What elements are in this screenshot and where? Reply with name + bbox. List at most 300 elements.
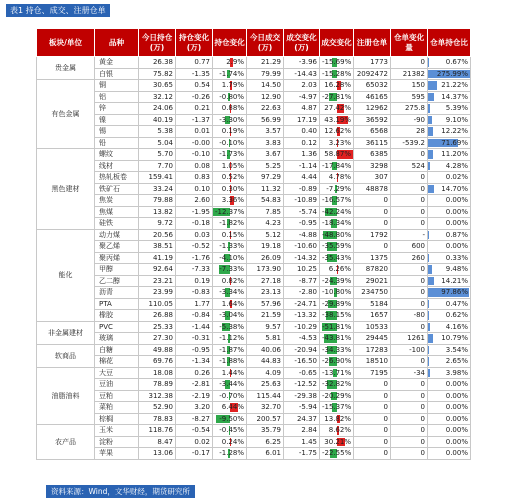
table-row [37, 298, 471, 310]
warrant-ratio-bar [428, 93, 434, 102]
oi-change: -0.10 [176, 149, 213, 161]
variety-name: 甲醇 [95, 264, 139, 276]
oi-change-pct [213, 298, 247, 310]
warrant-ratio-value: 0.00% [445, 437, 468, 446]
oi-change: 0.21 [176, 103, 213, 115]
volume-change: -12.52 [284, 379, 320, 391]
open-interest: 26.88 [139, 310, 176, 322]
volume: 12.90 [247, 91, 284, 103]
warrant-ratio [428, 413, 471, 425]
volume-change-pct [320, 229, 354, 241]
warrant-ratio [428, 241, 471, 253]
table-body [37, 57, 471, 460]
volume-change-pct [320, 333, 354, 345]
warrant-ratio-bar [428, 277, 434, 286]
oi-change-pct-value: -9.50% [219, 414, 244, 423]
warrant-ratio-value: 14.70% [441, 184, 468, 193]
oi-change: 0.03 [176, 229, 213, 241]
oi-change-pct-value: -3.30% [219, 115, 244, 124]
open-interest: 9.72 [139, 218, 176, 230]
oi-change-pct [213, 241, 247, 253]
variety-name: 热轧板卷 [95, 172, 139, 184]
warrant-change: 0 [391, 379, 428, 391]
warrant-change: 0 [391, 436, 428, 448]
oi-change: -8.27 [176, 413, 213, 425]
warrant-ratio-value: 275.99% [436, 69, 468, 78]
warrant-change: 0 [391, 218, 428, 230]
volume: 57.96 [247, 298, 284, 310]
volume-change: 1.45 [284, 436, 320, 448]
warrant-change: 0 [391, 287, 428, 299]
volume-change-pct [320, 379, 354, 391]
warrant-ratio [428, 68, 471, 80]
warrant-ratio-value: 12.22% [441, 127, 468, 136]
warrant-ratio-value: 97.86% [441, 288, 468, 297]
volume-change: -2.80 [284, 287, 320, 299]
volume-change: 10.25 [284, 264, 320, 276]
table-row [37, 310, 471, 322]
volume-change: 4.87 [284, 103, 320, 115]
open-interest: 41.19 [139, 252, 176, 264]
oi-change-pct-value: 1.64% [221, 299, 244, 308]
volume-change-pct [320, 356, 354, 368]
volume-change-pct-value: -35.59% [322, 242, 352, 251]
warrant-ratio-value: 0.00% [445, 207, 468, 216]
oi-change: -7.33 [176, 264, 213, 276]
volume: 7.85 [247, 206, 284, 218]
warrant-change: 0 [391, 321, 428, 333]
warrant-change: -80 [391, 310, 428, 322]
volume-change-pct-value: 30.21% [324, 437, 351, 446]
warrant-ratio [428, 287, 471, 299]
table-row [37, 287, 471, 299]
oi-change: 3.20 [176, 402, 213, 414]
warrant-ratio-value: 0.00% [445, 403, 468, 412]
table-row [37, 321, 471, 333]
open-interest: 13.06 [139, 448, 176, 460]
open-interest: 23.21 [139, 275, 176, 287]
volume-change-pct [320, 160, 354, 172]
volume: 6.25 [247, 436, 284, 448]
oi-change: 0.26 [176, 367, 213, 379]
source-note: 资料来源：Wind，文华财经，期货研究所 [46, 485, 195, 498]
warrant-ratio [428, 91, 471, 103]
warrants: 18510 [354, 356, 391, 368]
warrant-change: 28 [391, 126, 428, 138]
oi-change-pct-value: 1.05% [221, 161, 244, 170]
volume-change: 17.19 [284, 114, 320, 126]
oi-change: 2.60 [176, 195, 213, 207]
open-interest: 18.08 [139, 367, 176, 379]
table-row [37, 275, 471, 287]
open-interest: 75.82 [139, 68, 176, 80]
open-interest: 5.38 [139, 126, 176, 138]
warrants: 307 [354, 172, 391, 184]
warrant-change: 524 [391, 160, 428, 172]
volume-change: -1.75 [284, 448, 320, 460]
volume-change-pct-value: -20.29% [322, 391, 352, 400]
oi-change-pct [213, 91, 247, 103]
table-row [37, 126, 471, 138]
warrant-change: 0 [391, 195, 428, 207]
oi-change: -0.84 [176, 310, 213, 322]
variety-name: 苹果 [95, 448, 139, 460]
variety-name: 玉米 [95, 425, 139, 437]
volume: 21.59 [247, 310, 284, 322]
volume: 6.01 [247, 448, 284, 460]
volume-change-pct-value: -10.80% [322, 288, 352, 297]
table-row [37, 80, 471, 92]
oi-change: -1.35 [176, 68, 213, 80]
variety-name: 铜 [95, 80, 139, 92]
volume-change: -8.77 [284, 275, 320, 287]
volume-change-pct [320, 321, 354, 333]
open-interest: 27.30 [139, 333, 176, 345]
volume-change: 1.36 [284, 149, 320, 161]
warrants: 5184 [354, 298, 391, 310]
open-interest: 78.89 [139, 379, 176, 391]
warrant-ratio [428, 206, 471, 218]
warrants: 3298 [354, 160, 391, 172]
warrants: 0 [354, 448, 391, 460]
warrants: 1773 [354, 57, 391, 69]
warrant-ratio-value: 71.69% [441, 138, 468, 147]
oi-change-pct-value: 0.15% [221, 230, 244, 239]
volume-change-pct [320, 149, 354, 161]
volume-change-pct [320, 241, 354, 253]
variety-name: 橡胶 [95, 310, 139, 322]
warrant-ratio-value: 0.00% [445, 391, 468, 400]
warrants: 2092472 [354, 68, 391, 80]
oi-change-pct-value: -0.80% [219, 92, 244, 101]
volume-change-pct-value: -43.81% [322, 334, 352, 343]
open-interest: 110.05 [139, 298, 176, 310]
oi-change: 0.19 [176, 275, 213, 287]
volume: 14.50 [247, 80, 284, 92]
warrant-change: 0 [391, 275, 428, 287]
volume: 173.90 [247, 264, 284, 276]
volume-change-pct-value: 27.42% [324, 104, 351, 113]
warrant-change: 0 [391, 172, 428, 184]
warrant-ratio-value: 4.28% [445, 161, 468, 170]
oi-change-pct [213, 229, 247, 241]
volume-change-pct-value: -38.15% [322, 311, 352, 320]
volume: 115.44 [247, 390, 284, 402]
oi-change: -0.95 [176, 344, 213, 356]
volume-change-pct [320, 68, 354, 80]
table-row [37, 448, 471, 460]
oi-change: 0.02 [176, 436, 213, 448]
oi-change-pct [213, 218, 247, 230]
warrant-ratio [428, 149, 471, 161]
volume-change: -10.60 [284, 241, 320, 253]
open-interest: 30.65 [139, 80, 176, 92]
warrant-ratio-value: 4.16% [445, 322, 468, 331]
oi-change: -0.00 [176, 137, 213, 149]
warrant-ratio-bar [428, 150, 433, 159]
oi-change: -0.52 [176, 241, 213, 253]
open-interest: 13.82 [139, 206, 176, 218]
warrant-ratio [428, 379, 471, 391]
volume-change-pct-value: -15.28% [322, 69, 352, 78]
volume-change-pct [320, 137, 354, 149]
warrant-ratio-value: 0.47% [445, 299, 468, 308]
oi-change-pct [213, 356, 247, 368]
volume-change: 24.37 [284, 413, 320, 425]
volume-change-pct-value: -15.69% [322, 58, 352, 67]
oi-change-pct-value: 0.19% [221, 127, 244, 136]
warrant-ratio-value: 0.33% [445, 253, 468, 262]
warrants: 17283 [354, 344, 391, 356]
oi-change-pct-value: 0.88% [221, 104, 244, 113]
volume-change-pct-value: -17.84% [322, 161, 352, 170]
oi-change-pct-value: 1.79% [221, 81, 244, 90]
table-row [37, 252, 471, 264]
warrants: 0 [354, 436, 391, 448]
source-bar [0, 482, 511, 500]
oi-change: -0.26 [176, 91, 213, 103]
table-row [37, 195, 471, 207]
variety-name: PTA [95, 298, 139, 310]
open-interest: 52.90 [139, 402, 176, 414]
open-interest: 33.24 [139, 183, 176, 195]
variety-name: 铁矿石 [95, 183, 139, 195]
oi-change-pct [213, 275, 247, 287]
warrants: 1375 [354, 252, 391, 264]
sector-label: 油脂油料 [37, 367, 95, 425]
volume-change-pct [320, 183, 354, 195]
volume-change: 2.03 [284, 80, 320, 92]
volume: 21.29 [247, 57, 284, 69]
oi-change-pct-value: 2.9% [226, 58, 244, 67]
volume-change-pct-value: -18.34% [322, 219, 352, 228]
warrant-ratio [428, 344, 471, 356]
table-row [37, 160, 471, 172]
volume: 54.83 [247, 195, 284, 207]
volume: 19.18 [247, 241, 284, 253]
header-row [37, 29, 471, 57]
volume-change: 4.44 [284, 172, 320, 184]
table-row [37, 149, 471, 161]
warrant-ratio-value: 14.21% [441, 276, 468, 285]
oi-change-pct-value: -1.73% [219, 150, 244, 159]
warrant-ratio [428, 321, 471, 333]
warrant-change: 600 [391, 241, 428, 253]
volume-change-pct-value: -42.24% [322, 207, 352, 216]
warrant-ratio-bar [428, 116, 432, 125]
oi-change-pct [213, 149, 247, 161]
col-header-oi-change-pct: 持仓变化 [213, 29, 247, 57]
warrant-change: -34 [391, 367, 428, 379]
oi-change: 0.54 [176, 80, 213, 92]
volume-change: -14.43 [284, 68, 320, 80]
variety-name: PVC [95, 321, 139, 333]
volume-change-pct [320, 390, 354, 402]
warrant-ratio-value: 0.00% [445, 196, 468, 205]
oi-change: -0.54 [176, 425, 213, 437]
variety-name: 动力煤 [95, 229, 139, 241]
volume-change-pct-value: -48.80% [322, 230, 352, 239]
oi-change-pct [213, 402, 247, 414]
warrants: 0 [354, 413, 391, 425]
volume: 9.57 [247, 321, 284, 333]
variety-name: 聚乙烯 [95, 241, 139, 253]
volume-change-pct-value: -35.43% [322, 253, 352, 262]
volume-change-pct [320, 448, 354, 460]
volume-change-pct-value: 3.23% [328, 138, 351, 147]
oi-change-pct [213, 57, 247, 69]
open-interest: 79.88 [139, 195, 176, 207]
variety-name: 螺纹 [95, 149, 139, 161]
warrant-ratio [428, 436, 471, 448]
oi-change-pct-value: -1.28% [219, 449, 244, 458]
warrants: 0 [354, 241, 391, 253]
oi-change-pct-value: -1.74% [219, 69, 244, 78]
oi-change: -1.95 [176, 206, 213, 218]
oi-change-pct-value: 0.24% [221, 437, 244, 446]
warrant-ratio-bar [428, 323, 430, 332]
sector-label: 贵金属 [37, 57, 95, 80]
oi-change-pct-value: -12.37% [215, 207, 245, 216]
volume: 25.63 [247, 379, 284, 391]
table-row [37, 264, 471, 276]
warrant-change: 21382 [391, 68, 428, 80]
volume-change-pct-value: -13.71% [322, 368, 352, 377]
oi-change-pct-value: -3.04% [219, 311, 244, 320]
volume-change-pct [320, 344, 354, 356]
variety-name: 黄金 [95, 57, 139, 69]
oi-change-pct [213, 287, 247, 299]
variety-name: 豆粕 [95, 390, 139, 402]
volume-change-pct [320, 252, 354, 264]
oi-change-pct [213, 183, 247, 195]
open-interest: 78.83 [139, 413, 176, 425]
variety-name: 锌 [95, 103, 139, 115]
volume: 3.83 [247, 137, 284, 149]
open-interest: 20.56 [139, 229, 176, 241]
oi-change-pct [213, 68, 247, 80]
open-interest: 40.19 [139, 114, 176, 126]
volume-change-pct-value: 13.82% [324, 414, 351, 423]
open-interest: 49.88 [139, 344, 176, 356]
table-row [37, 425, 471, 437]
warrants: 87820 [354, 264, 391, 276]
variety-name: 玻璃 [95, 333, 139, 345]
warrants: 48878 [354, 183, 391, 195]
volume-change-pct-value: -22.55% [322, 449, 352, 458]
volume-change-pct [320, 80, 354, 92]
volume-change-pct [320, 264, 354, 276]
volume: 4.09 [247, 367, 284, 379]
oi-change-pct [213, 425, 247, 437]
table-row [37, 413, 471, 425]
oi-change: 1.77 [176, 298, 213, 310]
warrants: 0 [354, 206, 391, 218]
open-interest: 5.04 [139, 137, 176, 149]
oi-change: -1.37 [176, 114, 213, 126]
volume: 32.70 [247, 402, 284, 414]
warrant-ratio [428, 425, 471, 437]
volume-change: -29.38 [284, 390, 320, 402]
warrant-ratio-value: 0.00% [445, 449, 468, 458]
table-row [37, 137, 471, 149]
warrant-ratio-value: 0.67% [445, 58, 468, 67]
warrant-change: 0 [391, 425, 428, 437]
variety-name: 豆油 [95, 379, 139, 391]
table-row [37, 333, 471, 345]
warrants: 0 [354, 390, 391, 402]
volume: 35.79 [247, 425, 284, 437]
warrant-ratio-value: 0.00% [445, 414, 468, 423]
table-row [37, 367, 471, 379]
oi-change: 0.01 [176, 126, 213, 138]
oi-change-pct-value: -0.70% [219, 391, 244, 400]
oi-change-pct-value: -0.45% [219, 426, 244, 435]
oi-change-pct [213, 114, 247, 126]
col-header-variety: 品种 [95, 29, 139, 57]
volume-change: -1.14 [284, 160, 320, 172]
volume: 22.63 [247, 103, 284, 115]
oi-change-pct [213, 160, 247, 172]
open-interest: 69.76 [139, 356, 176, 368]
oi-change: 0.77 [176, 57, 213, 69]
warrants: 12962 [354, 103, 391, 115]
col-header-warrant-change: 仓单变化量 [391, 29, 428, 57]
volume-change: -3.96 [284, 57, 320, 69]
table-row [37, 402, 471, 414]
oi-change: -0.17 [176, 448, 213, 460]
warrant-change: 0 [391, 298, 428, 310]
warrant-ratio [428, 160, 471, 172]
oi-change-pct [213, 390, 247, 402]
warrant-change: 0 [391, 206, 428, 218]
volume-change-pct [320, 275, 354, 287]
doc-title: 表1 持仓、成交、注册仓单 [6, 4, 110, 17]
oi-change: -2.19 [176, 390, 213, 402]
open-interest: 5.70 [139, 149, 176, 161]
table-row [37, 103, 471, 115]
variety-name: 聚丙烯 [95, 252, 139, 264]
warrant-ratio-bar [428, 104, 430, 113]
volume-change: -5.94 [284, 402, 320, 414]
col-header-volume-change-pct: 成交变化 [320, 29, 354, 57]
volume-change-pct [320, 402, 354, 414]
oi-change-pct [213, 264, 247, 276]
warrant-ratio-value: 14.37% [441, 92, 468, 101]
warrant-ratio-bar [428, 81, 437, 90]
warrant-change: 0 [391, 402, 428, 414]
volume-change-pct [320, 287, 354, 299]
table-row [37, 390, 471, 402]
oi-change-pct [213, 379, 247, 391]
warrant-ratio [428, 356, 471, 368]
oi-change: -1.76 [176, 252, 213, 264]
volume: 5.25 [247, 160, 284, 172]
oi-change-pct-value: 0.30% [221, 184, 244, 193]
volume-change: -10.89 [284, 195, 320, 207]
warrants: 0 [354, 379, 391, 391]
variety-name: 铅 [95, 137, 139, 149]
open-interest: 8.47 [139, 436, 176, 448]
warrant-ratio-value: 0.87% [445, 230, 468, 239]
oi-change-pct [213, 126, 247, 138]
volume-change-pct-value: -7.29% [326, 184, 351, 193]
table-row [37, 379, 471, 391]
warrant-change: -90 [391, 114, 428, 126]
volume-change: -14.32 [284, 252, 320, 264]
table-row [37, 114, 471, 126]
warrants: 0 [354, 425, 391, 437]
